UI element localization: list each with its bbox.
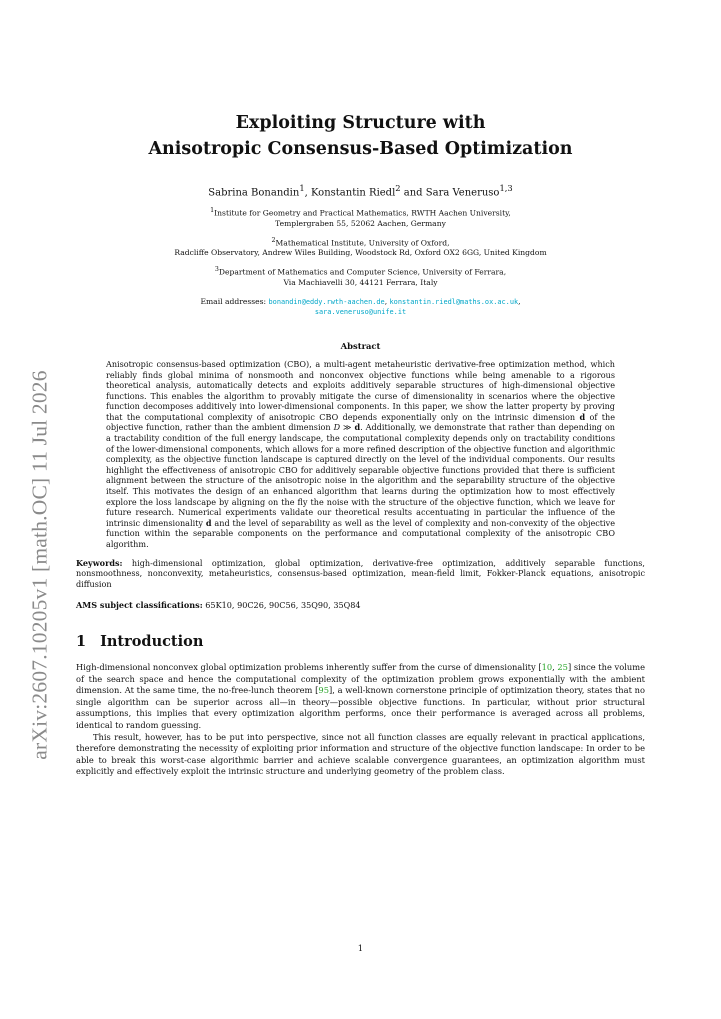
math-symbol: d [354, 422, 361, 433]
math-symbol: ≫ [340, 422, 355, 433]
intro-paragraph-2: This result, however, has to be put into perspective, since not all function classes are equally relevant in practical applications, therefore demonstrating the necessity of exploiting prior information and structure of the objective function landscape: In order to be able to break this worst-case algorithmic barrier and achieve scalable convergence guarantees, an optimization algorithm must explicitly and effectively exploit the intrinsic structure and underlying geometry of the problem class. [76, 731, 645, 777]
ams-text: 65K10, 90C26, 90C56, 35Q90, 35Q84 [202, 600, 361, 611]
page-number: 1 [357, 944, 364, 954]
paper-title [76, 110, 645, 162]
author-list [76, 182, 645, 199]
abstract-segment: Anisotropic consensus-based optimization (CBO), a multi-agent metaheuristic derivative-free optimization method, which reliably finds global minima of nonsmooth and nonconvex objective functions while being amenable to a rigorous theoretical analysis, automatically detects and exploits additively separable structures of high-dimensional objective functions. This enables the algorithm to provably mitigate the curse of dimensionality in scenarios where the objective function decomposes additively into lower-dimensional components. In this paper, we show the latter property by proving that the computational complexity of anisotropic CBO depends exponentially only on the intrinsic dimension [106, 358, 615, 422]
abstract-text [106, 359, 615, 550]
section-title: Introduction [100, 632, 204, 650]
affiliation-mark: 2 [271, 236, 276, 244]
author-affil-mark: 2 [395, 183, 401, 193]
arxiv-identifier-stamp [25, 370, 55, 760]
ams-label: AMS subject classifications: [76, 600, 203, 611]
paragraph-segment: High-dimensional nonconvex global optimization problems inherently suffer from the curse of dimensionality [ [76, 661, 542, 672]
paragraph-segment: ], a well-known cornerstone principle of optimization theory, states that no single algorithm can be superior across all—in theory—possible objective functions. In particular, without prior structural assumptions, this implies that every optimization algorithm performs, once their performance is averaged across all problems, identical to random guessing. [76, 685, 645, 730]
affiliation-line: Radcliffe Observatory, Andrew Wiles Building, Woodstock Rd, Oxford OX2 6GG, United Kingdom [174, 248, 547, 258]
author-affil-mark: 1,3 [499, 183, 513, 193]
affiliation-line: Via Machiavelli 30, 44121 Ferrara, Italy [283, 277, 438, 287]
author-name: Sara Veneruso [425, 187, 500, 199]
author-name: Sabrina Bonandin [208, 187, 300, 199]
abstract-segment: and the level of separability as well as the level of complexity and non-convexity of the objective function within the separable components on the performance and computational complexity of the anisotropic CBO algorithm. [106, 517, 615, 550]
affiliation-mark: 1 [210, 207, 215, 215]
math-symbol: d [579, 411, 586, 422]
abstract-segment: of the objective function, rather than the ambient dimension [106, 411, 615, 433]
email-label: Email addresses: [200, 296, 269, 306]
email-separator: , [384, 296, 390, 306]
abstract-heading: Abstract [340, 340, 381, 351]
title-line-2: Anisotropic Consensus-Based Optimization [148, 139, 573, 159]
ams-classifications [76, 600, 645, 611]
affiliation [76, 236, 645, 259]
email-separator: , [518, 296, 521, 306]
intro-paragraph-1 [76, 662, 645, 732]
affiliation-line: Department of Mathematics and Computer Science, University of Ferrara, [218, 267, 507, 277]
paper-page [76, 110, 645, 778]
affiliation-line: Templergraben 55, 52062 Aachen, Germany [275, 218, 446, 228]
section-heading-introduction [76, 633, 645, 650]
abstract-segment: . Additionally, we demonstrate that rather than depending on a tractability condition of the full energy landscape, the computational complexity depends only on tractability conditions of the lower-dimensional components, which allows for a more refined description of the objective function and algorithmic complexity, as the objective function landscape is captured directly on the level of the individual components. Our results highlight the effectiveness of anisotropic CBO for additively separable objective functions provided that there is sufficient alignment between the structure of the anisotropic noise in the algorithm and the separability structure of the objective itself. This motivates the design of an enhanced algorithm that learns during the optimization how to most effectively explore the loss landscape by aligning on the fly the noise with the structure of the objective function, which we leave for future research. Numerical experiments validate our theoretical results accentuating in particular the influence of the intrinsic dimensionality [106, 422, 616, 528]
keywords-label: Keywords: [76, 557, 123, 568]
affiliation-line: Institute for Geometry and Practical Mathematics, RWTH Aachen University, [214, 208, 511, 218]
citation-link[interactable]: 10 [541, 661, 553, 672]
keywords [76, 558, 645, 590]
email-link-riedl[interactable]: konstantin.riedl@maths.ox.ac.uk [389, 297, 519, 306]
affiliation-mark: 3 [214, 266, 219, 274]
keywords-text: high-dimensional optimization, global optimization, derivative-free optimization, additively separable functions, nonsmoothness, nonconvexity, metaheuristics, consensus-based optimization, mean-field limit, Fokker-Planck equations, anisotropic diffusion [76, 557, 645, 589]
math-symbol: d [205, 517, 212, 528]
email-addresses [76, 297, 645, 317]
math-symbol: D [333, 422, 341, 433]
arxiv-identifier-text: arXiv:2607.10205v1 [math.OC] 11 Jul 2026 [27, 370, 52, 760]
email-link-veneruso[interactable]: sara.veneruso@unife.it [314, 307, 407, 316]
affiliation [76, 265, 645, 288]
author-name: Konstantin Riedl [310, 187, 396, 199]
citation-link[interactable]: 25 [557, 661, 568, 672]
author-affil-mark: 1 [299, 183, 305, 193]
title-line-1: Exploiting Structure with [235, 113, 486, 133]
affiliation [76, 206, 645, 229]
citation-separator: , [552, 661, 558, 672]
email-link-bonandin[interactable]: bonandin@eddy.rwth-aachen.de [268, 297, 385, 306]
author-separator: , [304, 187, 311, 199]
citation-link[interactable]: 95 [318, 685, 329, 696]
author-separator: and [400, 187, 426, 199]
affiliation-line: Mathematical Institute, University of Oxford, [275, 238, 450, 248]
paragraph-segment: ] since the volume of the search space and hence the computational complexity of the optimization problem grows exponentially with the ambient dimension. At the same time, the no-free-lunch theorem [ [76, 661, 645, 696]
section-number: 1 [76, 632, 87, 650]
